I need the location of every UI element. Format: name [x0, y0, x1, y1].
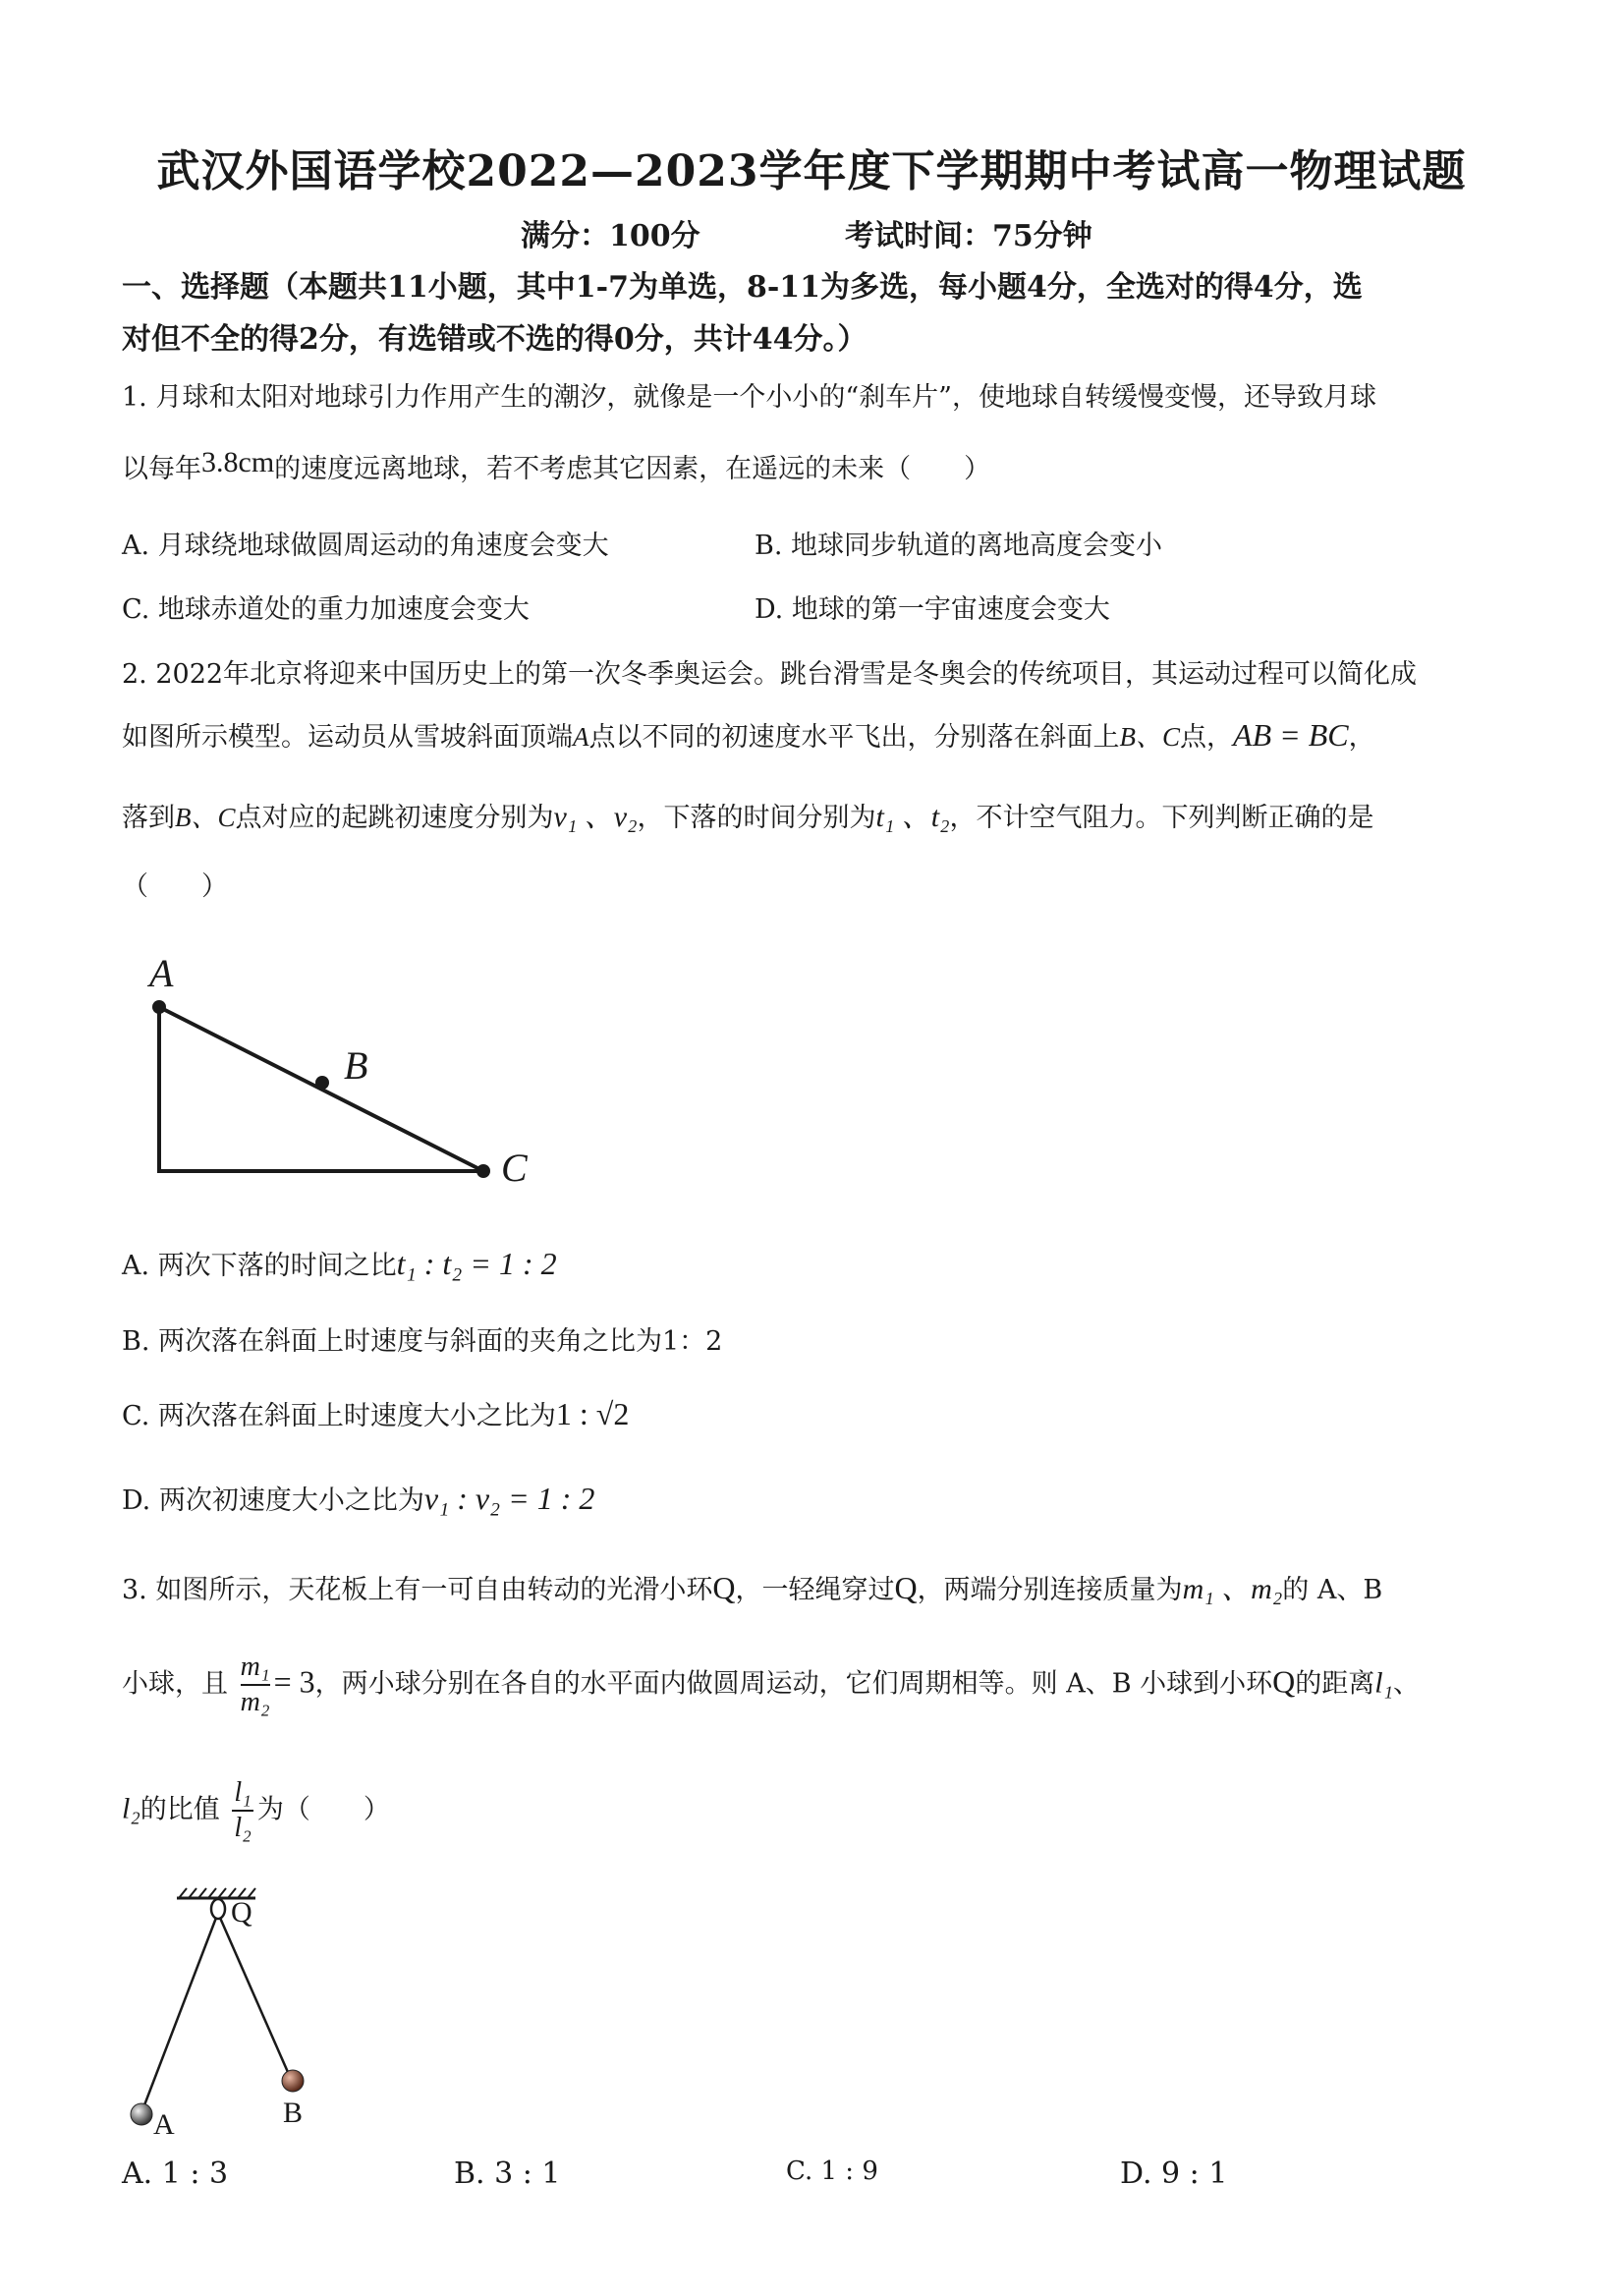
q3-line1-post: 的 A、B: [1282, 1575, 1383, 1605]
q2-option-c-text: C. 两次落在斜面上时速度大小之比为: [122, 1401, 556, 1431]
q3-frac1-eq: = 3: [273, 1663, 315, 1700]
full-score: 满分：100分: [521, 219, 700, 253]
q3-l1: l₁: [1374, 1666, 1393, 1700]
q3-l2: l₂: [122, 1792, 140, 1825]
q1-line2-post: 的速度远离地球，若不考虑其它因素，在遥远的未来（ ）: [274, 454, 991, 484]
q2-answer-bracket: （ ）: [122, 871, 228, 902]
q2-line3-mid1: 点对应的起跳初速度分别为: [235, 803, 554, 833]
q3-line2-end: 、: [1393, 1668, 1420, 1700]
q3-ring-q: Q: [712, 1570, 736, 1605]
ball-b: [282, 2070, 304, 2092]
q1-option-b: B. 地球同步轨道的离地高度会变小: [755, 531, 1163, 561]
q3-line2-mid2: 的距离: [1295, 1668, 1375, 1700]
point-b-dot: [315, 1076, 329, 1090]
q3-masses: m₁ 、m₂: [1182, 1573, 1283, 1605]
fig-label-ball-a: A: [153, 2108, 175, 2141]
q2-line2-end: ，: [1348, 722, 1375, 753]
page-title: 武汉外国语学校2022—2023学年度下学期期中考试高一物理试题: [156, 146, 1467, 196]
q2-line3-mid2: ，下落的时间分别为: [637, 803, 876, 833]
q3-line1: [122, 1564, 1382, 1607]
q3-frac1-num: m₁: [241, 1651, 270, 1686]
q2-option-d-math: v₁ : v₂ = 1 : 2: [423, 1481, 595, 1516]
q3-option-a: A. 1 : 3: [122, 2156, 229, 2191]
q2-option-d: [122, 1479, 594, 1517]
q3-line3-mid: 的比值: [140, 1794, 220, 1825]
q3-option-d: D. 9 : 1: [1120, 2156, 1228, 2191]
point-c-dot: [476, 1164, 490, 1178]
q3-frac1-den: m₂: [240, 1687, 270, 1717]
q2-option-a: [122, 1244, 557, 1282]
fig-label-b: B: [344, 1043, 368, 1088]
q3-ring-q-3: Q: [1272, 1663, 1296, 1700]
q2-line2-mid: 点以不同的初速度水平飞出，分别落在斜面上: [588, 722, 1120, 753]
pendulum-diagram: [118, 1886, 373, 2142]
q1-line2-pre: 以每年: [122, 454, 201, 484]
q3-frac2-den: l₂: [234, 1813, 252, 1843]
q3-line3: [122, 1776, 390, 1845]
exam-time: 考试时间：75分钟: [845, 219, 1092, 253]
q3-frac2-num: l₁: [232, 1776, 253, 1812]
fig-label-ball-b: B: [283, 2097, 304, 2129]
q2-option-c: [122, 1394, 629, 1432]
q2-point-a: A: [573, 722, 589, 752]
q1-option-d: D. 地球的第一宇宙速度会变大: [755, 594, 1110, 625]
q2-line2-post: 点，: [1180, 722, 1234, 753]
slope-diagram: [138, 943, 570, 1189]
q3-option-b: B. 3 : 1: [454, 2156, 561, 2191]
ball-a: [131, 2103, 152, 2125]
q1-line2: [122, 447, 990, 485]
q2-times: t₁ 、t₂: [875, 801, 950, 833]
q3-line1-pre: 3. 如图所示，天花板上有一可自由转动的光滑小环: [122, 1575, 713, 1605]
q3-line2-pre: 小球，且: [122, 1668, 228, 1700]
q1-option-a: A. 月球绕地球做圆周运动的角速度会变大: [122, 531, 609, 561]
q1-option-c: C. 地球赤道处的重力加速度会变大: [122, 594, 530, 625]
q2-option-a-math: t₁ : t₂ = 1 : 2: [396, 1246, 557, 1281]
q3-option-c: C. 1 : 9: [786, 2156, 878, 2186]
q2-line3-post: ，不计空气阻力。下列判断正确的是: [949, 803, 1374, 833]
q3-mass-fraction: [241, 1651, 270, 1719]
q2-option-a-text: A. 两次下落的时间之比: [122, 1251, 397, 1281]
q1-distance-value: 3.8cm: [201, 446, 275, 478]
section-heading-line2: 对但不全的得2分，有选错或不选的得0分，共计44分。）: [122, 322, 867, 357]
q2-option-b: B. 两次落在斜面上时速度与斜面的夹角之比为1：2: [122, 1326, 723, 1357]
q2-line3-pre: 落到: [122, 803, 175, 833]
q3-line1-mid: ，一轻绳穿过: [735, 1575, 895, 1605]
q2-option-c-math: 1 : √2: [555, 1396, 630, 1431]
q2-line1: 2. 2022年北京将迎来中国历史上的第一次冬季奥运会。跳台滑雪是冬奥会的传统项目，其运动过程可以简化成: [122, 659, 1418, 690]
section-heading-line1: 一、选择题（本题共11小题，其中1-7为单选，8-11为多选，每小题4分，全选对的得4分，选: [122, 270, 1363, 305]
q2-line2-pre: 如图所示模型。运动员从雪坡斜面顶端: [122, 722, 573, 753]
q3-line2-mid: ，两小球分别在各自的水平面内做圆周运动，它们周期相等。则 A、B 小球到小环: [314, 1668, 1273, 1700]
q2-velocities: v₁ 、v₂: [553, 801, 638, 833]
q2-points-bc: B、C: [1119, 722, 1181, 752]
q2-line3: [122, 792, 1374, 835]
q2-line2: [122, 715, 1375, 754]
q3-length-fraction: [232, 1776, 253, 1845]
fig-label-q: Q: [231, 1896, 252, 1929]
q2-line3-bc: B、C: [175, 803, 236, 832]
point-a-dot: [152, 1000, 166, 1014]
ring-q: [211, 1899, 225, 1919]
string-a: [142, 1918, 216, 2110]
q1-line1: 1. 月球和太阳对地球引力作用产生的潮汐，就像是一个小小的“刹车片”，使地球自转缓慢变慢，还导致月球: [122, 382, 1376, 413]
q2-option-d-text: D. 两次初速度大小之比为: [122, 1485, 424, 1516]
q3-line3-post: 为（ ）: [256, 1794, 390, 1825]
fig-label-a: A: [149, 951, 174, 995]
q3-line2: [122, 1651, 1420, 1719]
fig-label-c: C: [501, 1146, 528, 1190]
string-b: [220, 1918, 291, 2079]
q3-line1-mid2: ，两端分别连接质量为: [917, 1575, 1183, 1605]
q3-ring-q-2: Q: [894, 1570, 918, 1605]
q2-ab-eq-bc: AB = BC: [1233, 717, 1349, 753]
